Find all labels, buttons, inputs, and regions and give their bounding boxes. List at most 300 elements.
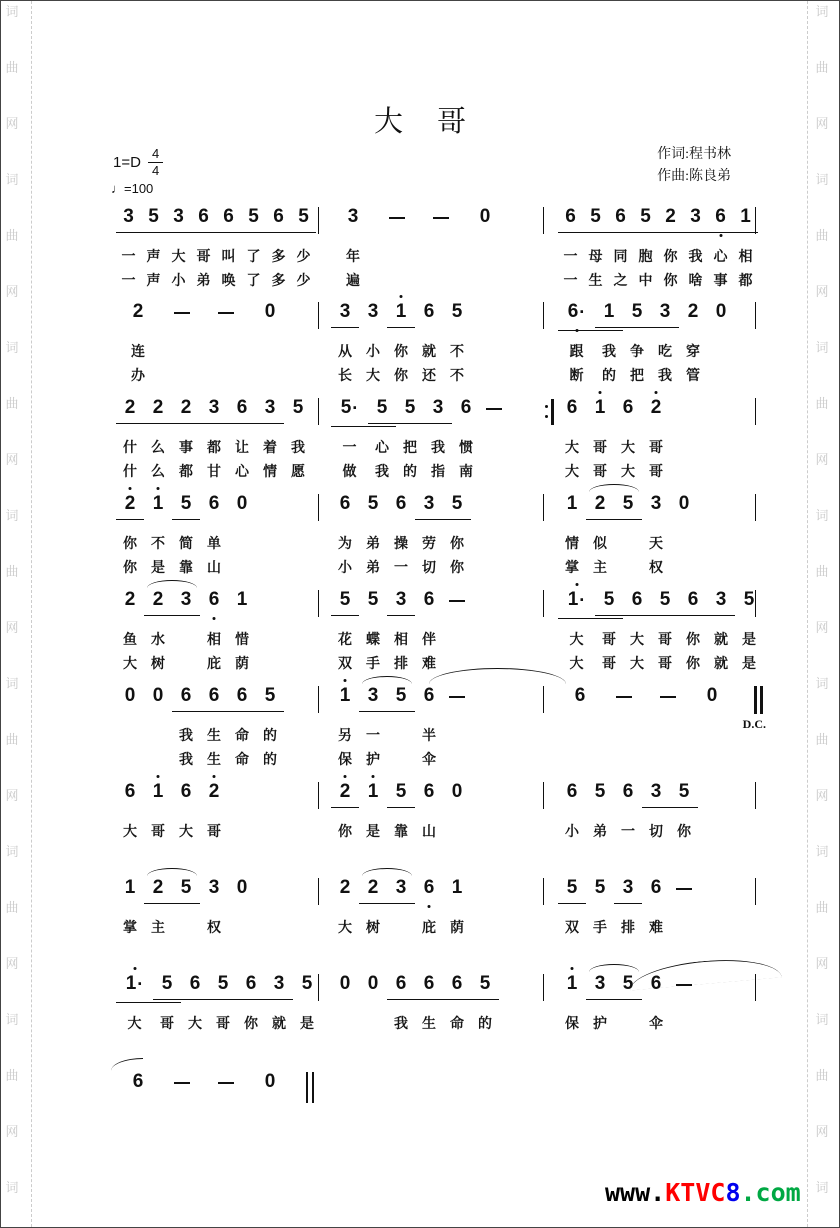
lyric-syllable: 小 bbox=[338, 559, 352, 575]
measure bbox=[319, 206, 544, 298]
lyric-syllable: 相 bbox=[207, 631, 221, 647]
notes-row bbox=[331, 781, 544, 811]
lyric-syllable: 哥 bbox=[160, 1015, 174, 1031]
note-digit: 0 bbox=[236, 493, 248, 514]
song-title: 大哥 bbox=[373, 106, 500, 138]
watermark-char: 网 bbox=[5, 788, 19, 803]
watermark-char: 网 bbox=[5, 1124, 19, 1139]
measure bbox=[544, 781, 756, 873]
note bbox=[116, 493, 144, 517]
note bbox=[443, 685, 471, 709]
note bbox=[204, 1071, 248, 1095]
note-digit: 6 bbox=[423, 685, 435, 706]
note bbox=[679, 301, 707, 325]
notes-row bbox=[116, 493, 319, 523]
lyrics-line bbox=[331, 461, 508, 481]
lyric-syllable: 大 bbox=[630, 655, 644, 671]
lyric-syllable bbox=[614, 1013, 642, 1033]
note-digit: 1 bbox=[339, 685, 351, 706]
lyric-syllable: 小 bbox=[366, 343, 380, 359]
note bbox=[228, 877, 256, 901]
lyric-syllable bbox=[670, 533, 698, 553]
note bbox=[228, 397, 256, 421]
note-digit: 6 bbox=[566, 397, 578, 418]
lyric-syllable: 吃 bbox=[658, 343, 672, 359]
lyric-syllable: 南 bbox=[459, 463, 473, 479]
note bbox=[387, 973, 415, 997]
note-digit: 5 bbox=[180, 493, 192, 514]
lyric-syllable bbox=[480, 461, 508, 481]
lyric-syllable: 哥 bbox=[649, 439, 663, 455]
music-system bbox=[114, 1071, 314, 1163]
note-unit bbox=[387, 589, 415, 616]
watermark-char: 曲 bbox=[5, 1068, 19, 1083]
watermark-char: 网 bbox=[5, 956, 19, 971]
logo-segment: 8 bbox=[725, 1178, 741, 1207]
lyric-syllable bbox=[670, 917, 698, 937]
lyrics-line bbox=[116, 917, 256, 937]
note bbox=[256, 685, 284, 709]
note bbox=[160, 1071, 204, 1095]
note bbox=[359, 973, 387, 997]
lyric-syllable: 是 bbox=[151, 559, 165, 575]
watermark-char: 网 bbox=[815, 452, 829, 467]
note bbox=[331, 877, 359, 901]
note-digit: 3 bbox=[173, 206, 184, 227]
watermark-char: 网 bbox=[815, 956, 829, 971]
note bbox=[642, 877, 670, 901]
note-unit bbox=[443, 589, 471, 613]
measure bbox=[544, 589, 756, 681]
note-digit: 3 bbox=[622, 877, 634, 898]
lyric-syllable: 办 bbox=[131, 367, 145, 383]
note bbox=[248, 1071, 292, 1095]
note-unit bbox=[284, 397, 312, 421]
note-digit: 2 bbox=[124, 493, 136, 514]
lyric-syllable: 愿 bbox=[291, 463, 305, 479]
watermark-char: 曲 bbox=[5, 900, 19, 915]
note-unit bbox=[586, 397, 614, 421]
lyric-syllable bbox=[480, 437, 508, 457]
measure bbox=[319, 685, 544, 777]
lyric-syllable: 什 bbox=[123, 463, 137, 479]
note-digit: 1 bbox=[594, 397, 606, 418]
beam-group bbox=[558, 589, 623, 619]
lyric-syllable: 我 bbox=[658, 367, 672, 383]
measure bbox=[319, 973, 544, 1065]
notes-row bbox=[116, 301, 319, 331]
note-digit: 5 bbox=[404, 397, 416, 418]
note bbox=[614, 493, 642, 517]
lyric-syllable: 么 bbox=[151, 439, 165, 455]
note-unit bbox=[116, 589, 144, 613]
note-digit: 0 bbox=[706, 685, 718, 706]
lyric-syllable: 水 bbox=[151, 631, 165, 647]
note bbox=[443, 493, 471, 517]
measure bbox=[319, 397, 544, 489]
final-barline bbox=[306, 1072, 314, 1103]
augmentation-dot: · bbox=[137, 974, 144, 994]
lyric-syllable: 一 bbox=[366, 727, 380, 743]
lyrics-line bbox=[331, 533, 471, 553]
note-digit: 3 bbox=[650, 493, 662, 514]
lyric-syllable: 哥 bbox=[593, 439, 607, 455]
barline bbox=[755, 494, 756, 521]
lyric-syllable: 就 bbox=[272, 1015, 286, 1031]
lyric-syllable: 大 bbox=[123, 823, 137, 839]
lyric-syllable: 我 bbox=[688, 248, 703, 264]
key-signature bbox=[113, 147, 163, 178]
note-unit bbox=[293, 973, 321, 997]
lyric-syllable: 一 bbox=[394, 559, 408, 575]
note-unit bbox=[331, 685, 359, 709]
note bbox=[651, 589, 679, 613]
lyric-syllable: 你 bbox=[686, 655, 700, 671]
lyric-syllable: 双 bbox=[565, 919, 579, 935]
note bbox=[646, 685, 690, 709]
beam-group bbox=[228, 685, 284, 712]
lyrics-line bbox=[558, 341, 735, 361]
measure bbox=[544, 877, 756, 969]
note-digit: 1 bbox=[367, 781, 379, 802]
beam-group bbox=[387, 973, 443, 1000]
note bbox=[558, 781, 586, 805]
note-digit: 5 bbox=[479, 973, 491, 994]
music-system bbox=[114, 877, 756, 969]
lyrics-line bbox=[331, 653, 471, 673]
note-digit: 6 bbox=[189, 973, 201, 994]
beam-group bbox=[331, 397, 396, 427]
lyric-syllable: 荫 bbox=[450, 919, 464, 935]
lyric-syllable: 我 bbox=[394, 1015, 408, 1031]
note-unit bbox=[160, 1071, 204, 1095]
lyric-syllable: 保 bbox=[565, 1015, 579, 1031]
note bbox=[614, 877, 642, 901]
note-unit bbox=[735, 589, 763, 613]
note bbox=[558, 589, 595, 613]
lyric-syllable: 你 bbox=[338, 823, 352, 839]
lyric-syllable bbox=[419, 246, 463, 266]
beam-group bbox=[116, 397, 172, 424]
note-digit: 6 bbox=[565, 206, 576, 227]
lyrics-line bbox=[331, 725, 471, 745]
lyric-syllable: 大 bbox=[123, 655, 137, 671]
measure bbox=[544, 685, 766, 777]
note-digit: 0 bbox=[339, 973, 351, 994]
lyric-syllable bbox=[172, 629, 200, 649]
octave-dot-above bbox=[400, 295, 403, 298]
tempo-marking: ♩=100 bbox=[111, 181, 154, 196]
lyric-syllable: 你 bbox=[677, 823, 691, 839]
lyric-syllable: 切 bbox=[422, 559, 436, 575]
notes-row bbox=[558, 397, 756, 427]
note bbox=[284, 397, 312, 421]
watermark-char: 词 bbox=[815, 508, 829, 523]
note bbox=[623, 589, 651, 613]
note-digit: 0 bbox=[264, 1071, 276, 1092]
watermark-char: 曲 bbox=[815, 732, 829, 747]
note-unit bbox=[144, 685, 172, 709]
note bbox=[266, 206, 291, 230]
note bbox=[602, 685, 646, 709]
note-digit: 3 bbox=[432, 397, 444, 418]
note-digit: 5 bbox=[217, 973, 229, 994]
note-digit: 6 bbox=[622, 781, 634, 802]
note-unit bbox=[387, 493, 415, 517]
note bbox=[586, 781, 614, 805]
lyrics-line bbox=[116, 653, 256, 673]
lyric-syllable: 就 bbox=[714, 631, 728, 647]
measure bbox=[544, 397, 756, 489]
note bbox=[642, 493, 670, 517]
lyric-syllable: 母 bbox=[588, 248, 603, 264]
lyric-syllable: 哥 bbox=[602, 631, 616, 647]
note-digit: 2 bbox=[339, 877, 351, 898]
note bbox=[586, 877, 614, 901]
measure bbox=[114, 301, 319, 393]
lyric-syllable: 连 bbox=[131, 343, 145, 359]
note-digit: 1 bbox=[566, 973, 578, 994]
lyric-syllable: 多 bbox=[271, 248, 286, 264]
octave-dot-above bbox=[157, 487, 160, 490]
lyric-syllable: 不 bbox=[450, 367, 464, 383]
lyric-syllable: 哥 bbox=[207, 823, 221, 839]
note-digit: 5 bbox=[743, 589, 755, 610]
note-digit: 6 bbox=[208, 589, 220, 610]
note-unit bbox=[443, 877, 471, 901]
notes-row bbox=[331, 301, 544, 331]
lyric-syllable: 权 bbox=[207, 919, 221, 935]
note-unit bbox=[331, 206, 375, 230]
lyric-syllable bbox=[443, 629, 471, 649]
dash-note bbox=[218, 1082, 234, 1084]
lyric-syllable: 从 bbox=[338, 343, 352, 359]
note-digit: 3 bbox=[339, 301, 351, 322]
time-signature bbox=[148, 147, 163, 178]
note bbox=[293, 973, 321, 997]
lyrics-line bbox=[331, 749, 471, 769]
left-watermark-column bbox=[3, 5, 21, 1228]
beam-group bbox=[396, 397, 452, 424]
lyric-syllable: 的 bbox=[478, 1015, 492, 1031]
dash-note bbox=[616, 696, 632, 698]
lyric-syllable: 的 bbox=[602, 367, 616, 383]
lyric-syllable: 哥 bbox=[658, 655, 672, 671]
lyric-syllable: 你 bbox=[123, 535, 137, 551]
note-digit: 6 bbox=[208, 685, 220, 706]
note-unit bbox=[116, 685, 144, 709]
key-label: 1=D bbox=[113, 154, 141, 171]
lyrics-line bbox=[331, 270, 507, 290]
note-digit: 5 bbox=[603, 589, 615, 610]
lyrics-line bbox=[331, 246, 507, 266]
note bbox=[200, 877, 228, 901]
lyric-syllable: 你 bbox=[663, 248, 678, 264]
note-digit: 5 bbox=[148, 206, 159, 227]
lyric-syllable: 遍 bbox=[346, 272, 360, 288]
lyric-syllable: 哥 bbox=[216, 1015, 230, 1031]
lyric-syllable: 另 bbox=[338, 727, 352, 743]
lyric-syllable: 山 bbox=[207, 559, 221, 575]
note bbox=[387, 301, 415, 325]
notes-row bbox=[331, 493, 544, 523]
note-unit bbox=[646, 685, 690, 709]
lyric-syllable: 大 bbox=[565, 439, 579, 455]
lyric-syllable: 我 bbox=[179, 727, 193, 743]
music-system bbox=[114, 397, 756, 489]
note-digit: 6 bbox=[622, 397, 634, 418]
note-unit bbox=[614, 781, 642, 805]
note bbox=[387, 877, 415, 901]
notes-row bbox=[116, 781, 319, 811]
note bbox=[387, 685, 415, 709]
note-unit bbox=[443, 301, 471, 325]
lyric-syllable: 靠 bbox=[394, 823, 408, 839]
note-unit bbox=[558, 973, 586, 997]
composer-credit: 作曲:陈良弟 bbox=[657, 169, 731, 184]
note bbox=[651, 301, 679, 325]
note-digit: 6 bbox=[574, 685, 586, 706]
lyric-syllable: 你 bbox=[663, 272, 678, 288]
beam-group bbox=[415, 493, 471, 520]
lyric-syllable: 相 bbox=[738, 248, 753, 264]
note bbox=[690, 685, 734, 709]
lyric-syllable: 我 bbox=[179, 751, 193, 767]
note bbox=[707, 301, 735, 325]
note bbox=[200, 685, 228, 709]
note-unit bbox=[228, 877, 256, 901]
barline bbox=[755, 590, 756, 617]
note-unit bbox=[248, 301, 292, 325]
note bbox=[331, 973, 359, 997]
credits bbox=[657, 144, 731, 188]
notes-row bbox=[558, 781, 756, 811]
lyric-syllable: 哥 bbox=[602, 655, 616, 671]
beam-group bbox=[266, 206, 316, 233]
note bbox=[216, 206, 241, 230]
repeat-bar bbox=[551, 399, 554, 425]
lyricist-credit: 作词:程书林 bbox=[657, 147, 731, 162]
logo-segment: .com bbox=[740, 1178, 801, 1207]
note bbox=[144, 589, 172, 613]
measure bbox=[114, 781, 319, 873]
lyric-syllable: 哥 bbox=[649, 463, 663, 479]
lyrics-line bbox=[116, 533, 256, 553]
note bbox=[558, 685, 602, 709]
dash-note bbox=[389, 217, 405, 219]
beam-group bbox=[237, 973, 293, 1000]
note bbox=[583, 206, 608, 230]
lyric-syllable: 主 bbox=[151, 919, 165, 935]
note bbox=[228, 685, 256, 709]
lyrics-line bbox=[558, 629, 763, 649]
lyric-syllable: 操 bbox=[394, 535, 408, 551]
watermark-char: 网 bbox=[5, 284, 19, 299]
lyric-syllable: 命 bbox=[235, 727, 249, 743]
note-digit: 6 bbox=[460, 397, 472, 418]
note bbox=[331, 685, 359, 709]
lyric-syllable: 都 bbox=[738, 272, 753, 288]
lyric-syllable: 一 bbox=[563, 272, 578, 288]
note bbox=[172, 493, 200, 517]
note-digit: 2 bbox=[650, 397, 662, 418]
lyric-syllable: 弟 bbox=[593, 823, 607, 839]
lyric-syllable: 断 bbox=[569, 367, 584, 383]
lyric-syllable: 我 bbox=[431, 439, 445, 455]
lyrics-line bbox=[116, 270, 316, 290]
note-digit: 5 bbox=[451, 301, 463, 322]
lyric-syllable: 叫 bbox=[221, 248, 236, 264]
lyric-syllable: 心 bbox=[713, 248, 728, 264]
note-digit: 3 bbox=[395, 589, 407, 610]
notes-row bbox=[116, 877, 319, 907]
watermark-char: 词 bbox=[5, 172, 19, 187]
lyric-syllable: 啥 bbox=[688, 272, 703, 288]
note bbox=[586, 493, 614, 517]
note-unit bbox=[204, 301, 248, 325]
note-digit: 6 bbox=[423, 781, 435, 802]
lyric-syllable: 掌 bbox=[123, 919, 137, 935]
note-digit: 2 bbox=[180, 397, 192, 418]
notes-row bbox=[116, 397, 319, 427]
lyric-syllable: 伴 bbox=[422, 631, 436, 647]
note-digit: 6 bbox=[180, 781, 192, 802]
note bbox=[415, 685, 443, 709]
note bbox=[558, 206, 583, 230]
lyric-syllable: 一 bbox=[563, 248, 578, 264]
note-unit bbox=[331, 781, 359, 808]
note bbox=[670, 781, 698, 805]
note-digit: 6 bbox=[236, 397, 248, 418]
octave-dot-above bbox=[575, 583, 578, 586]
lyrics-line bbox=[331, 821, 471, 841]
lyric-syllable: 是 bbox=[742, 655, 756, 671]
watermark-char: 词 bbox=[5, 844, 19, 859]
watermark-char: 词 bbox=[5, 1012, 19, 1027]
lyric-syllable: 相 bbox=[394, 631, 408, 647]
note-digit: 5 bbox=[622, 973, 634, 994]
note-digit: 1 bbox=[152, 493, 164, 514]
note-digit: 3 bbox=[208, 877, 220, 898]
note bbox=[204, 301, 248, 325]
lyric-syllable: 排 bbox=[621, 919, 635, 935]
lyrics-line bbox=[116, 365, 292, 385]
lyrics-line bbox=[331, 365, 471, 385]
note-digit: 6 bbox=[650, 973, 662, 994]
lyric-syllable bbox=[228, 917, 256, 937]
measure bbox=[319, 589, 544, 681]
lyric-syllable: 是 bbox=[366, 823, 380, 839]
note-digit: 2 bbox=[665, 206, 676, 227]
lyric-syllable: 着 bbox=[263, 439, 277, 455]
note-digit: 3 bbox=[650, 781, 662, 802]
note-digit: 0 bbox=[715, 301, 727, 322]
lyric-syllable: 手 bbox=[593, 919, 607, 935]
octave-dot-below bbox=[719, 234, 722, 237]
note bbox=[116, 973, 153, 997]
measure bbox=[114, 206, 319, 298]
watermark-char: 词 bbox=[815, 4, 829, 19]
note-digit: 5 bbox=[161, 973, 173, 994]
notes-row bbox=[558, 589, 756, 619]
lyrics-line bbox=[558, 821, 698, 841]
lyrics-line bbox=[558, 917, 698, 937]
note-unit bbox=[602, 685, 646, 709]
lyric-syllable: 情 bbox=[263, 463, 277, 479]
note-digit: 6 bbox=[451, 973, 463, 994]
lyric-syllable: 你 bbox=[394, 367, 408, 383]
beam-group bbox=[443, 973, 499, 1000]
